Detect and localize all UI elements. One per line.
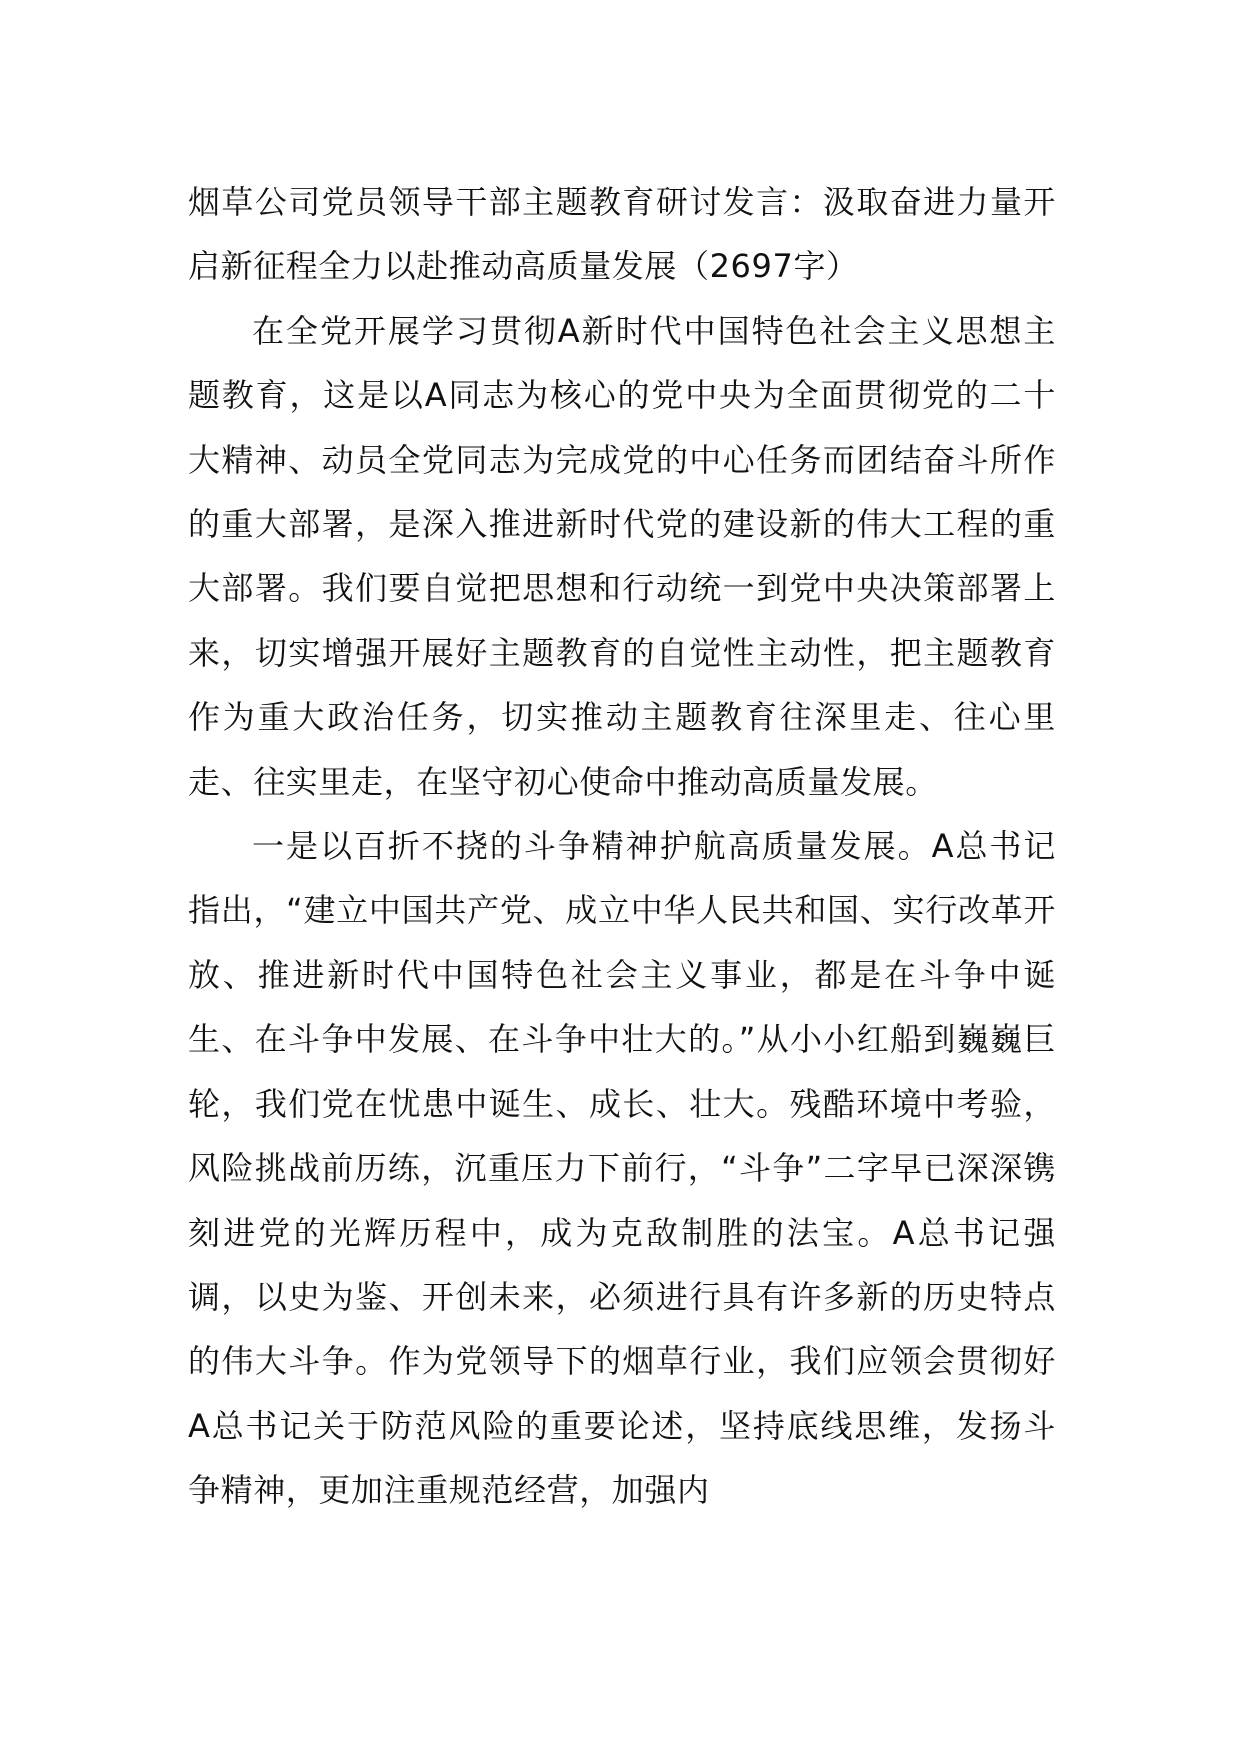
paragraph-section-one: 一是以百折不挠的斗争精神护航高质量发展。A总书记指出，“建立中国共产党、成立中华人民共和国、实行改革开放、推进新时代中国特色社会主义事业，都是在斗争中诞生、在斗争中发展、在斗争中壮大的。”从小小红船到巍巍巨轮，我们党在忧患中诞生、成长、壮大。残酷环境中考验，风险挑战前历练，沉重压力下前行，“斗争”二字早已深深镌刻进党的光辉历程中，成为克敌制胜的法宝。A总书记强调，以史为鉴、开创未来，必须进行具有许多新的历史特点的伟大斗争。作为党领导下的烟草行业，我们应领会贯彻好A总书记关于防范风险的重要论述，坚持底线思维，发扬斗争精神，更加注重规范经营，加强内 xyxy=(188,827,1056,1510)
paragraph-intro: 在全党开展学习贯彻A新时代中国特色社会主义思想主题教育，这是以A同志为核心的党中央为全面贯彻党的二十大精神、动员全党同志为完成党的中心任务而团结奋斗所作的重大部署，是深入推进新时代党的建设新的伟大工程的重大部署。我们要自觉把思想和行动统一到党中央决策部署上来，切实增强开展好主题教育的自觉性主动性，把主题教育作为重大政治任务，切实推动主题教育往深里走、往心里走、往实里走，在坚守初心使命中推动高质量发展。 xyxy=(188,311,1056,801)
document-title: 烟草公司党员领导干部主题教育研讨发言：汲取奋进力量开启新征程全力以赴推动高质量发展（2697字） xyxy=(188,183,1056,286)
document-body xyxy=(188,170,1056,1523)
